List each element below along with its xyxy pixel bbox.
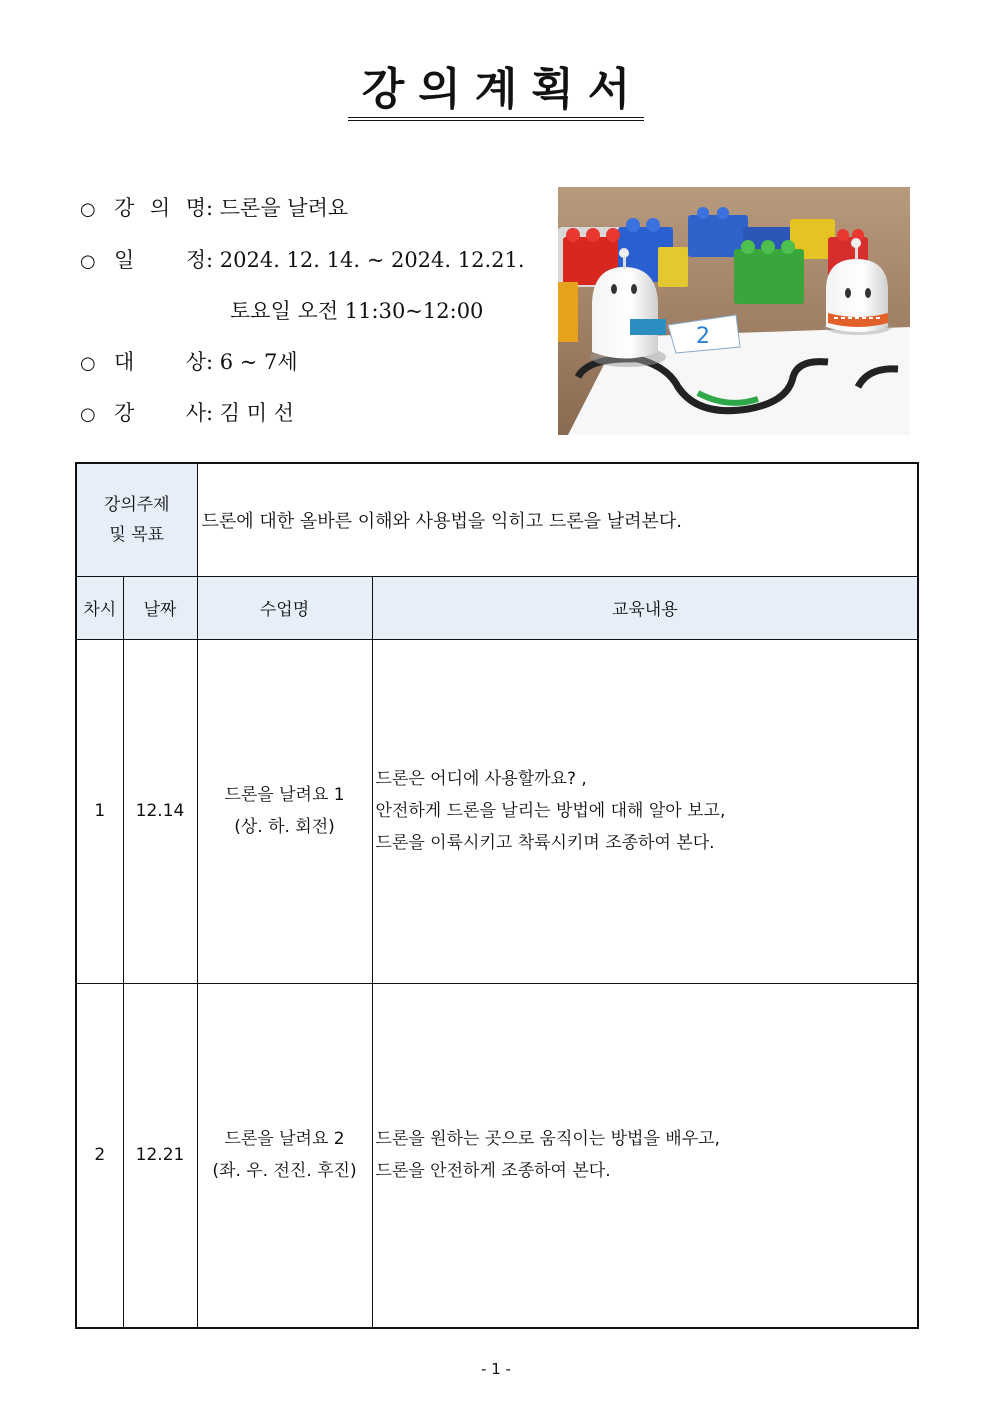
- bullet-icon: ○: [80, 404, 96, 425]
- svg-text:2: 2: [696, 324, 710, 349]
- instructor-row: [80, 395, 294, 431]
- goal-header: 강의주제 및 목표: [76, 463, 197, 576]
- session-number: 1: [76, 639, 123, 983]
- col-header-session: 차시: [76, 576, 123, 639]
- table-row: [76, 639, 918, 983]
- course-name-value: : 드론을 날려요: [206, 196, 349, 220]
- lesson-plan-table: [75, 462, 919, 1329]
- target-label: 대 상: [114, 350, 206, 374]
- bullet-icon: ○: [80, 251, 96, 272]
- target-row: [80, 344, 298, 380]
- course-name-label: 강 의 명: [114, 196, 206, 220]
- col-header-content: 교육내용: [372, 576, 918, 639]
- instructor-label: 강 사: [114, 401, 206, 425]
- col-header-lesson: 수업명: [197, 576, 372, 639]
- session-number: 2: [76, 983, 123, 1328]
- lesson-content: 드론을 원하는 곳으로 움직이는 방법을 배우고, 드론을 안전하게 조종하여 본다.: [372, 983, 918, 1328]
- target-value: : 6 ~ 7세: [206, 350, 298, 374]
- page-title: 강의계획서: [0, 62, 992, 121]
- schedule-time: 토요일 오전 11:30~12:00: [230, 299, 484, 323]
- schedule-value: : 2024. 12. 14. ~ 2024. 12.21.: [206, 248, 525, 272]
- coding-robot-illustration: [558, 187, 910, 435]
- col-header-date: 날짜: [123, 576, 197, 639]
- schedule-label: 일 정: [114, 248, 206, 272]
- page-number: - 1 -: [481, 1360, 511, 1378]
- robot-photo: [558, 187, 910, 435]
- session-date: 12.21: [123, 983, 197, 1328]
- bullet-icon: ○: [80, 353, 96, 374]
- goal-text: 드론에 대한 올바른 이해와 사용법을 익히고 드론을 날려본다.: [197, 463, 918, 576]
- session-date: 12.14: [123, 639, 197, 983]
- column-header-row: [76, 576, 918, 639]
- course-name-row: [80, 190, 348, 226]
- instructor-value: : 김 미 선: [206, 401, 294, 425]
- goal-row: [76, 463, 918, 576]
- lesson-name: 드론을 날려요 2 (좌. 우. 전진. 후진): [197, 983, 372, 1328]
- lesson-name: 드론을 날려요 1 (상. 하. 회전): [197, 639, 372, 983]
- table-row: [76, 983, 918, 1328]
- schedule-row: [80, 242, 525, 278]
- bullet-icon: ○: [80, 199, 96, 220]
- lesson-content: 드론은 어디에 사용할까요? , 안전하게 드론을 날리는 방법에 대해 알아 보고, 드론을 이륙시키고 착륙시키며 조종하여 본다.: [372, 639, 918, 983]
